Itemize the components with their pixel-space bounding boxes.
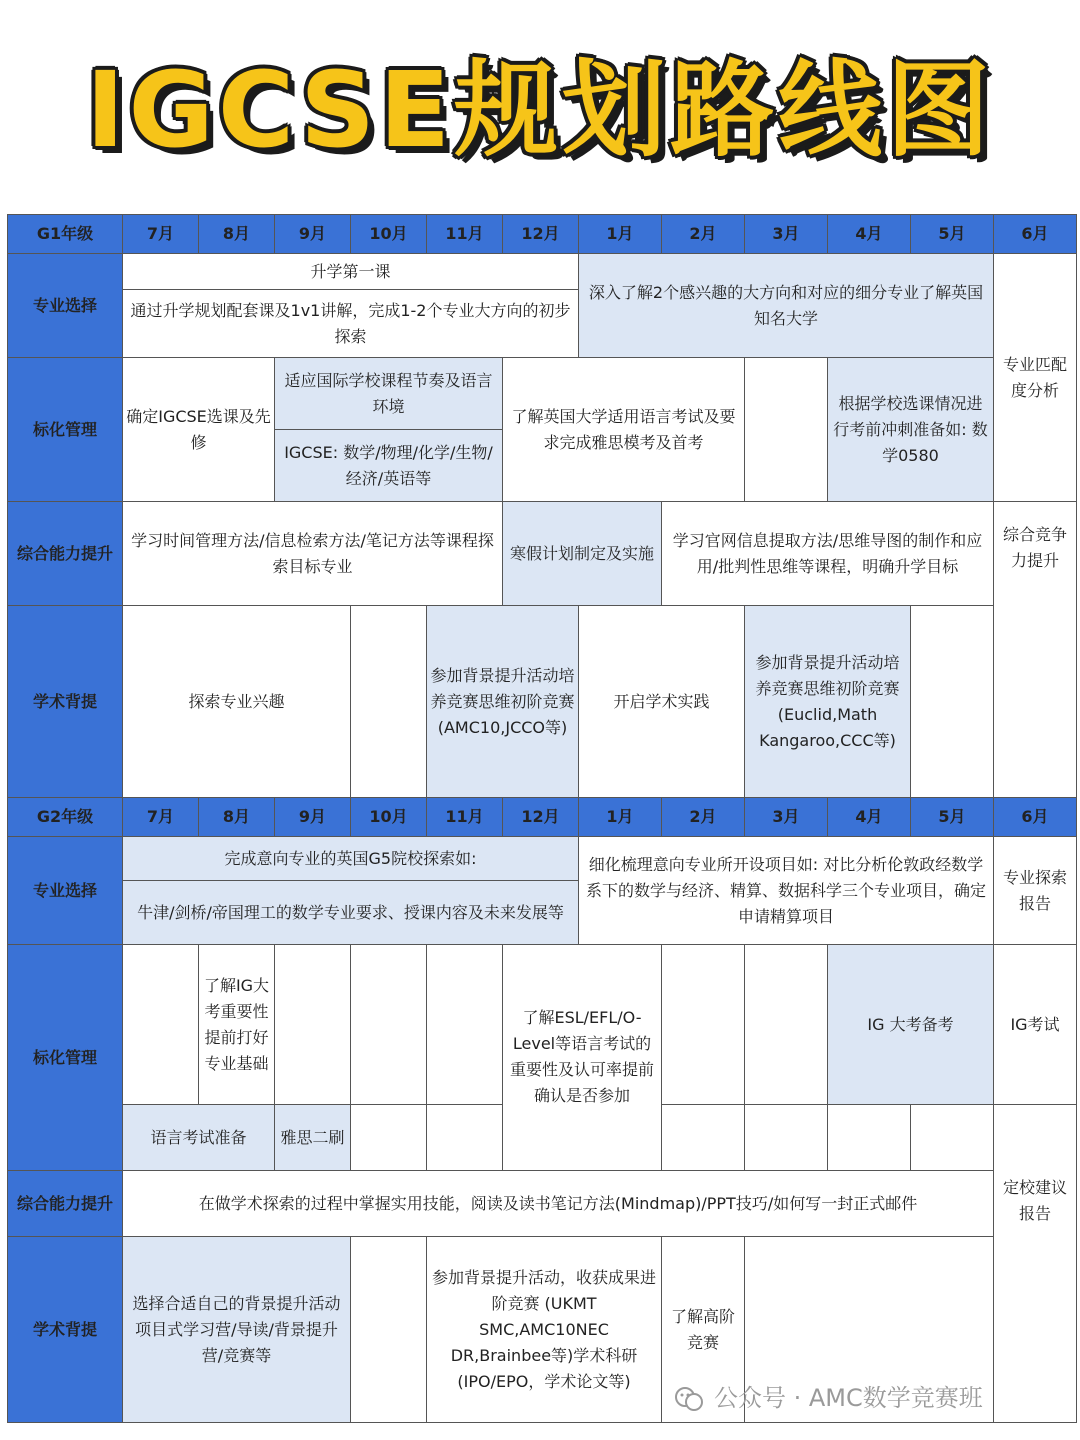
empty-cell (351, 945, 427, 1105)
g1-academic-cell: 参加背景提升活动培养竞赛思维初阶竞赛(Euclid,Math Kangaroo,CCC等) (745, 606, 911, 798)
g2-major-label: 专业选择 (8, 837, 123, 945)
month-header: 10月 (351, 215, 427, 254)
month-header: 3月 (745, 798, 828, 837)
empty-cell (745, 945, 828, 1105)
month-header: 12月 (503, 215, 579, 254)
g2-std-cell: 了解ESL/EFL/O-Level等语言考试的重要性及认可率提前确认是否参加 (503, 945, 662, 1171)
empty-cell (828, 1105, 911, 1171)
month-header: 2月 (662, 215, 745, 254)
g1-academic-cell: 探索专业兴趣 (123, 606, 351, 798)
roadmap-table (7, 214, 1077, 1423)
g1-std-cell: 根据学校选课情况进行考前冲刺准备如: 数学0580 (828, 358, 994, 502)
month-header: 12月 (503, 798, 579, 837)
g1-match-analysis-cell: 专业匹配度分析 (994, 254, 1077, 502)
g2-std-label: 标化管理 (8, 945, 123, 1171)
g1-std-cell: 确定IGCSE选课及先修 (123, 358, 275, 502)
g1-grade-header: G1年级 (8, 215, 123, 254)
month-header: 8月 (199, 215, 275, 254)
g1-std-label: 标化管理 (8, 358, 123, 502)
empty-cell (427, 1105, 503, 1171)
month-header: 7月 (123, 798, 199, 837)
month-header: 3月 (745, 215, 828, 254)
g1-header-row (8, 215, 1077, 254)
g2-ig-exam-cell: IG考试 (994, 945, 1077, 1105)
g1-major-cell: 深入了解2个感兴趣的大方向和对应的细分专业了解英国知名大学 (579, 254, 994, 358)
g1-competitiveness-cell: 综合竞争力提升 (994, 502, 1077, 798)
g1-major-cell: 通过升学规划配套课及1v1讲解，完成1-2个专业大方向的初步探索 (123, 290, 579, 358)
month-header: 4月 (828, 798, 911, 837)
g2-std-cell: 雅思二刷 (275, 1105, 351, 1171)
g2-std-cell: IG 大考备考 (828, 945, 994, 1105)
g1-academic-cell: 开启学术实践 (579, 606, 745, 798)
empty-cell (911, 606, 994, 798)
month-header: 11月 (427, 798, 503, 837)
wechat-icon (672, 1386, 706, 1412)
month-header: 4月 (828, 215, 911, 254)
g1-std-cell: IGCSE: 数学/物理/化学/生物/经济/英语等 (275, 430, 503, 502)
empty-cell (745, 358, 828, 502)
month-header: 6月 (994, 798, 1077, 837)
month-header: 2月 (662, 798, 745, 837)
g1-std-cell: 适应国际学校课程节奏及语言环境 (275, 358, 503, 430)
g2-major-cell: 细化梳理意向专业所开设项目如: 对比分析伦敦政经数学系下的数学与经济、精算、数据科学三个专业项目，确定申请精算项目 (579, 837, 994, 945)
month-header: 1月 (579, 215, 662, 254)
watermark-text: 公众号 · AMC数学竞赛班 (714, 1384, 983, 1412)
watermark (672, 1378, 1072, 1418)
month-header: 6月 (994, 215, 1077, 254)
g1-major-label: 专业选择 (8, 254, 123, 358)
month-header: 5月 (911, 798, 994, 837)
empty-cell (123, 945, 199, 1105)
g2-major-report-cell: 专业探索报告 (994, 837, 1077, 945)
month-header: 7月 (123, 215, 199, 254)
month-header: 1月 (579, 798, 662, 837)
g2-std-cell: 语言考试准备 (123, 1105, 275, 1171)
empty-cell (351, 606, 427, 798)
g2-ability-label: 综合能力提升 (8, 1171, 123, 1237)
g1-ability-cell: 学习官网信息提取方法/思维导图的制作和应用/批判性思维等课程，明确升学目标 (662, 502, 994, 606)
g2-academic-cell: 选择合适自己的背景提升活动项目式学习营/导读/背景提升营/竞赛等 (123, 1237, 351, 1423)
g1-ability-cell: 寒假计划制定及实施 (503, 502, 662, 606)
g1-ability-label: 综合能力提升 (8, 502, 123, 606)
g2-major-cell: 完成意向专业的英国G5院校探索如: (123, 837, 579, 881)
empty-cell (351, 1237, 427, 1423)
month-header: 9月 (275, 798, 351, 837)
empty-cell (911, 1105, 994, 1171)
empty-cell (275, 945, 351, 1105)
g2-header-row (8, 798, 1077, 837)
g2-major-cell: 牛津/剑桥/帝国理工的数学专业要求、授课内容及未来发展等 (123, 881, 579, 945)
g2-school-report-cell: 定校建议报告 (994, 1105, 1077, 1423)
g2-academic-label: 学术背提 (8, 1237, 123, 1423)
g1-std-cell: 了解英国大学适用语言考试及要求完成雅思模考及首考 (503, 358, 745, 502)
g2-ability-cell: 在做学术探索的过程中掌握实用技能，阅读及读书笔记方法(Mindmap)/PPT技巧/如何写一封正式邮件 (123, 1171, 994, 1237)
g2-academic-cell: 参加背景提升活动，收获成果进阶竞赛 (UKMT SMC,AMC10NEC DR,Brainbee等)学术科研(IPO/EPO，学术论文等) (427, 1237, 662, 1423)
g2-std-cell: 了解IG大考重要性提前打好专业基础 (199, 945, 275, 1105)
page-title: IGCSE规划路线图 (85, 49, 995, 171)
month-header: 10月 (351, 798, 427, 837)
empty-cell (427, 945, 503, 1105)
month-header: 8月 (199, 798, 275, 837)
empty-cell (745, 1105, 828, 1171)
empty-cell (662, 945, 745, 1105)
g1-academic-label: 学术背提 (8, 606, 123, 798)
month-header: 9月 (275, 215, 351, 254)
g2-grade-header: G2年级 (8, 798, 123, 837)
month-header: 11月 (427, 215, 503, 254)
empty-cell (351, 1105, 427, 1171)
month-header: 5月 (911, 215, 994, 254)
empty-cell (662, 1105, 745, 1171)
g1-ability-cell: 学习时间管理方法/信息检索方法/笔记方法等课程探索目标专业 (123, 502, 503, 606)
g2-academic-cell: 了解高阶竞赛 (662, 1237, 745, 1423)
g1-academic-cell: 参加背景提升活动培养竞赛思维初阶竞赛(AMC10,JCCO等) (427, 606, 579, 798)
g1-major-cell: 升学第一课 (123, 254, 579, 290)
